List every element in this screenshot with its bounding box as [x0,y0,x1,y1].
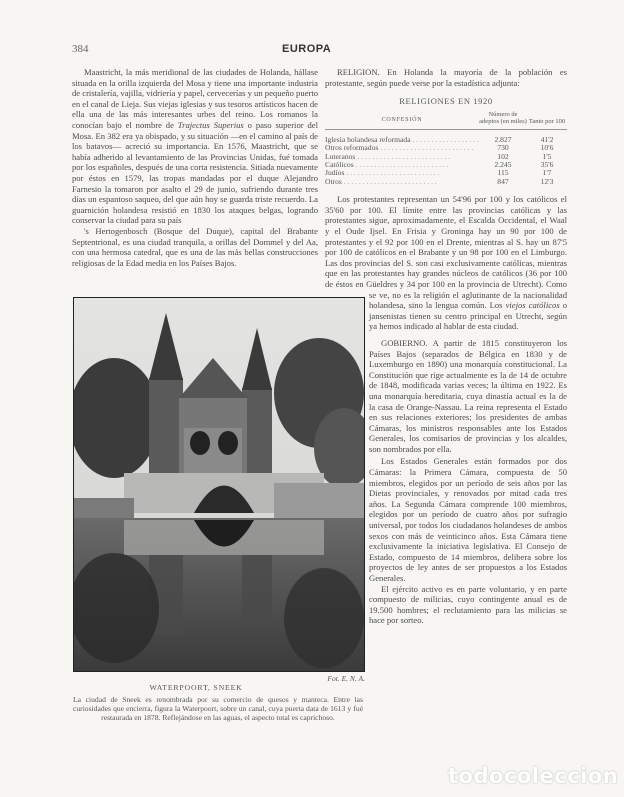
percent-cell: 35'6 [540,160,554,169]
waterpoort-photo-illustration [74,298,365,672]
adherents-cell: 730 [497,143,509,153]
adherents-cell: 115 [497,168,509,178]
table-row [325,169,567,177]
confession-cell: Luteranos . . . [325,153,479,161]
text: Los protestantes representan un 54'96 por 100 y los católicos el 35'60 por 100. El límite entre las provincias católicas y las protestantes sigue, aproximadamente, el Escalda Occidental, el Waal y el Oude Ijsel. En Frisia y Groninga hay un 90 por 100 de protestantes y el 92 por 100 en el Drente, mientras al S. hay un 87'5 por 100 de católicos en el Brabante y un 98 por 100 en el Limburgo. Las dos provincias del S. son casi exclusivamente católicas, mientras que en las protestantes hay grandes núcleos de católicos (36 por 100 de éstos en Güeldres y 34 por 100 [325,194,567,289]
adherents-cell: 102 [497,151,509,161]
col-adherents: Número de adeptos (en miles) [479,110,527,126]
table-row [325,161,567,169]
confession-cell: Iglesia holandesa reformada . . . [325,136,479,144]
paragraph-estados: Los Estados Generales están formados por dos Cámaras: la Primera Cámara, compuesta de 50 miembros, elegidos por un período de seis años por las Dietas provinciales, y renovados por mitad cada tres años. La Segunda Cámara comprende 100 miembros, elegidos por un período de cuatro años por sufragio universal, por todos los ciudadanos holandeses de ambos sexos con más de veinticinco años. Esta Cámara tiene exclusivamente la iniciativa legislativa. El Consejo de Estado, compuesto de 14 miembros, delibera sobre los proyectos de ley antes de ser propuestos a los Estados Generales. [369,456,567,583]
table-header [325,111,567,130]
italic-term: viejos católicos [505,300,560,311]
confession-cell: Otros reformados . . . [325,144,479,152]
adherents-cell: 847 [497,176,509,186]
page-number: 384 [72,43,89,55]
watermark: todocoleccion [448,764,619,788]
table-row [325,144,567,152]
text: o paso superior del Mosa. En 382 era ya obispado, y su situación —en el camino al país de los batavos— acreció su importancia. En 1576, Maastricht, que se había adherido al levantamiento de las Provincias Unidas, fué tomada por los españoles, después de una corta resistencia. Sitiada nuevamente por éstos en 1579, las tropas mandadas por el duque Alejandro Farnesio la tomaron por asalto el 29 de junio, sufriendo durante tres días un espantoso saqueo, del que aún hoy se guarda triste recuerdo. La guarnición holandesa resistió en 1830 los ataques belgas, logrando conservar la ciudad para su país [72,119,318,226]
paragraph-maastricht [72,67,318,226]
photo-title: WATERPOORT, SNEEK [149,683,243,692]
figure-waterpoort [73,297,365,722]
confession-cell: Católicos . . . [325,161,479,169]
left-column [72,67,318,268]
percent-cell: 41'2 [540,134,554,144]
col-confession: CONFESIÓN [381,117,423,124]
table-row [325,178,567,186]
photo-credit: Fot. E. N. A. [327,674,365,683]
text: o jansenistas tienen su centro principal en Utrecht, según ya hemos indicado al hablar de esta ciudad. [369,300,567,332]
adherents-cell: 2.827 [494,134,512,144]
text: Maastricht, la más meridional de las ciudades de Holanda, hállase situada en la orilla izquierda del Mosa y tiene una importante industria de cristalería, vajilla, vidriería y papel, cervecerías y un pequeño puerto en el canal de Lieja. Sus viejas iglesias y sus tesoros artísticos hacen de ella una de las más interesantes urbes del reino. Los romanos la conocían bajo el nombre de [72,67,319,130]
photo-caption: La ciudad de Sneek es renombrada por su comercio de quesos y manteca. Entre las curiosidades que encierra, figura la Waterpoort, sobre un canal, cuya puerta data de 1613 y fué restaurada en 1878. Reflejándose en las aguas, el aspecto total es caprichoso. [73,695,363,722]
religion-table [325,96,567,186]
paragraph-hertogenbosch: 's Hertogenbosch (Bosque del Duque), capital del Brabante Septentrional, es una ciudad tranquila, a orillas del Dommel y del Aa, con una hermosa catedral, que es una de las más bellas construcciones religiosas de la Edad media en los Países Bajos. [72,225,318,268]
photo-waterpoort [73,297,365,672]
percent-cell: 10'6 [540,143,554,153]
percent-cell: 1'7 [542,168,552,178]
religion-intro: RELIGION. En Holanda la mayoría de la población es protestante, según puede verse por la estadística adjunta: [325,67,567,88]
col-percent: Tanto por 100 [528,118,566,126]
percent-cell: 12'3 [540,176,554,186]
table-title: RELIGIONES EN 1920 [399,96,493,107]
paragraph-ejercito: El ejército activo es en parte voluntario, y en parte compuesto de milicias, cuyo contingente anual es de 19.500 hombres; el reclutamiento para las milicias se hace por sorteo. [369,583,567,626]
text: en la provincia de Utrecht). Como se ve, no es la religión el aglutinante de la nacionalidad holandesa, sino la lengua común. Los [369,278,567,311]
table-row [325,153,567,161]
percent-cell: 1'5 [542,151,552,161]
paragraph-gobierno: GOBIERNO. A partir de 1815 constituyeron los Países Bajos (separados de Bélgica en 1830 y de Luxemburgo en 1890) una monarquía constitucional. La Constitución que rige actualmente es la de 14 de octubre de 1848, modificada varias veces; la última en 1922. Es una monarquía hereditaria, cuya dinastía actual es la de la casa de Orange-Nassau. La reina representa el Estado en sus relaciones exteriores; los presidentes de ambas Cámaras, los ministros responsables ante los Estados Generales, los comisarios de provincias y los alcaldes, son nombrados por ella. [369,337,567,454]
running-title: EUROPA [282,43,332,55]
adherents-cell: 2.245 [494,160,512,169]
confession-cell: Otros . . . [325,178,479,186]
confession-cell: Judíos . . . [325,169,479,177]
italic-term: Trajectus Superius [177,119,244,130]
table-row [325,136,567,144]
table-body [325,136,567,186]
